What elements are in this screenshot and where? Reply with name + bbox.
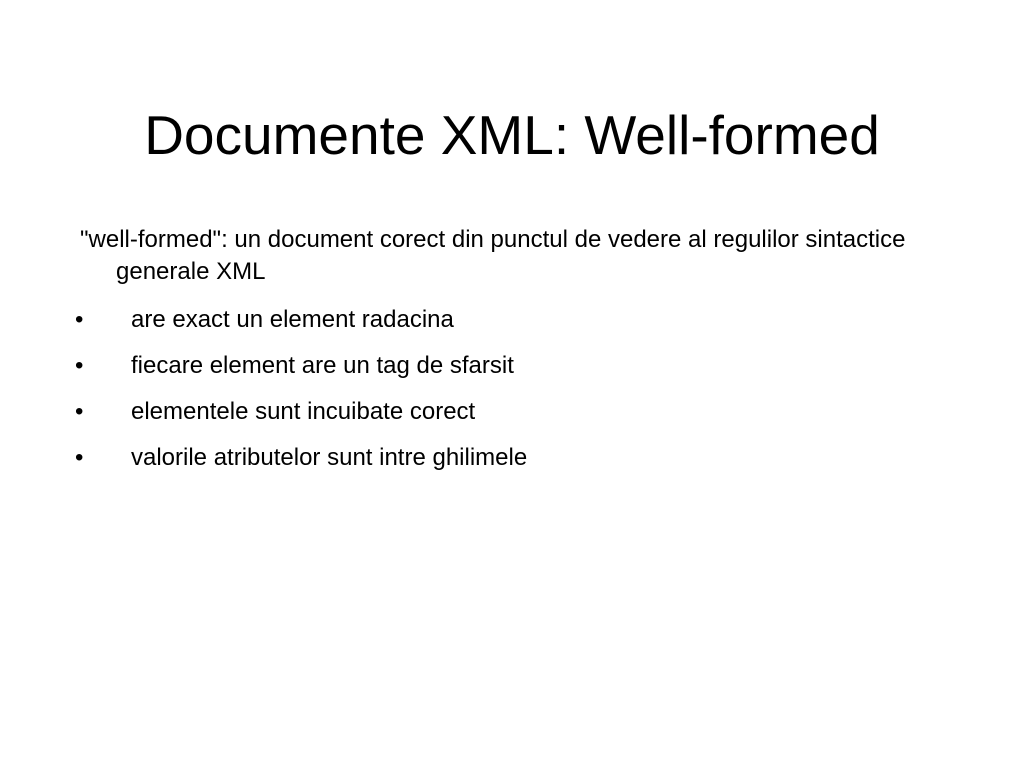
bullet-icon: • [75,398,84,425]
intro-paragraph: "well-formed": un document corect din punctul de vedere al regulilor sintactice generale XML [80,226,906,285]
bullet-icon: • [75,306,84,333]
list-item [0,302,1024,348]
bullet-icon: • [75,352,84,379]
bullet-list [0,302,1024,486]
bullet-text: valorile atributelor sunt intre ghilimele [131,444,528,471]
list-item [0,348,1024,394]
list-item [0,394,1024,440]
bullet-icon: • [75,444,84,471]
bullet-text: fiecare element are un tag de sfarsit [131,352,514,379]
slide-title: Documente XML: Well-formed [144,104,880,166]
list-item [0,440,1024,486]
bullet-text: are exact un element radacina [131,306,454,333]
bullet-text: elementele sunt incuibate corect [131,398,476,425]
